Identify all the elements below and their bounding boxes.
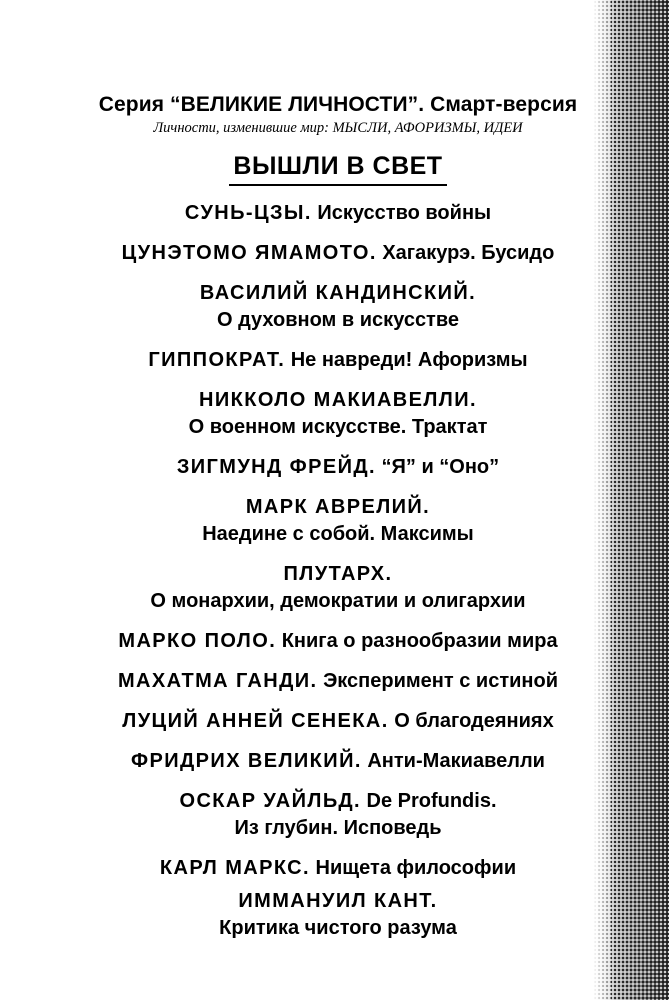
book-entry	[80, 855, 596, 882]
book-title: Хагакурэ. Бусидо	[382, 242, 555, 264]
book-entry	[80, 387, 596, 441]
book-line	[80, 280, 596, 307]
book-title: “Я” и “Оно”	[381, 456, 500, 478]
book-author: МАХАТМА ГАНДИ.	[117, 670, 318, 692]
book-entry	[80, 347, 596, 374]
book-author: ФРИДРИХ ВЕЛИКИЙ.	[131, 750, 362, 772]
book-line	[80, 454, 596, 481]
book-title: Эксперимент с истиной	[323, 670, 559, 692]
book-line	[80, 748, 596, 775]
book-title: Не навреди! Афоризмы	[290, 349, 528, 371]
book-line	[80, 561, 596, 588]
book-line	[80, 628, 596, 655]
book-line	[80, 788, 596, 815]
book-line	[80, 307, 596, 334]
book-title: Искусство войны	[317, 202, 492, 224]
book-entry	[80, 788, 596, 842]
book-entry	[80, 888, 596, 942]
book-author: ЛУЦИЙ АННЕЙ СЕНЕКА.	[122, 710, 389, 732]
series-title: Серия “ВЕЛИКИЕ ЛИЧНОСТИ”. Смарт-версия	[98, 93, 578, 116]
book-title: De Profundis.	[366, 790, 497, 812]
book-line	[80, 855, 596, 882]
book-title: О монархии, демократии и олигархии	[150, 590, 526, 612]
book-entry	[80, 240, 596, 267]
book-entry	[80, 561, 596, 615]
book-entry	[80, 200, 596, 227]
book-title: О благодеяниях	[394, 710, 554, 732]
book-entry	[80, 668, 596, 695]
book-line	[80, 494, 596, 521]
book-line	[80, 240, 596, 267]
book-author: ВАСИЛИЙ КАНДИНСКИЙ.	[199, 282, 477, 304]
book-author: ЦУНЭТОМО ЯМАМОТО.	[121, 242, 377, 264]
book-entry	[80, 454, 596, 481]
book-entry	[80, 628, 596, 655]
book-entry	[80, 708, 596, 735]
book-title: Наедине с собой. Максимы	[202, 523, 474, 545]
book-subtitle: Из глубин. Исповедь	[234, 817, 442, 839]
book-line	[80, 414, 596, 441]
book-line	[80, 888, 596, 915]
content	[80, 92, 596, 955]
book-entry	[80, 494, 596, 548]
book-line	[80, 387, 596, 414]
book-line	[80, 347, 596, 374]
section-heading: ВЫШЛИ В СВЕТ	[229, 150, 446, 186]
book-author: ПЛУТАРХ.	[283, 563, 393, 585]
book-author: МАРКО ПОЛО.	[118, 630, 277, 652]
book-title: О духовном в искусстве	[216, 309, 460, 331]
book-author: ЗИГМУНД ФРЕЙД.	[176, 456, 376, 478]
book-line	[80, 708, 596, 735]
book-author: МАРК АВРЕЛИЙ.	[245, 496, 431, 518]
book-title: Нищета философии	[315, 857, 517, 879]
book-author: ОСКАР УАЙЛЬД.	[179, 790, 361, 812]
book-line	[80, 915, 596, 942]
book-entry	[80, 748, 596, 775]
series-subtitle: Личности, изменившие мир: МЫСЛИ, АФОРИЗМЫ, ИДЕИ	[153, 120, 523, 136]
book-entry	[80, 280, 596, 334]
book-line	[80, 521, 596, 548]
book-list	[80, 200, 596, 942]
book-line	[80, 200, 596, 227]
book-title: Книга о разнообразии мира	[281, 630, 558, 652]
book-author: ГИППОКРАТ.	[148, 349, 286, 371]
book-title: Анти-Макиавелли	[367, 750, 545, 772]
book-line	[80, 815, 596, 842]
book-author: КАРЛ МАРКС.	[159, 857, 310, 879]
book-author: ИММАНУИЛ КАНТ.	[238, 890, 438, 912]
book-author: СУНЬ-ЦЗЫ.	[184, 202, 312, 224]
book-title: Критика чистого разума	[219, 917, 457, 939]
book-author: НИККОЛО МАКИАВЕЛЛИ.	[199, 389, 477, 411]
book-title: О военном искусстве. Трактат	[188, 416, 488, 438]
book-line	[80, 668, 596, 695]
book-line	[80, 588, 596, 615]
